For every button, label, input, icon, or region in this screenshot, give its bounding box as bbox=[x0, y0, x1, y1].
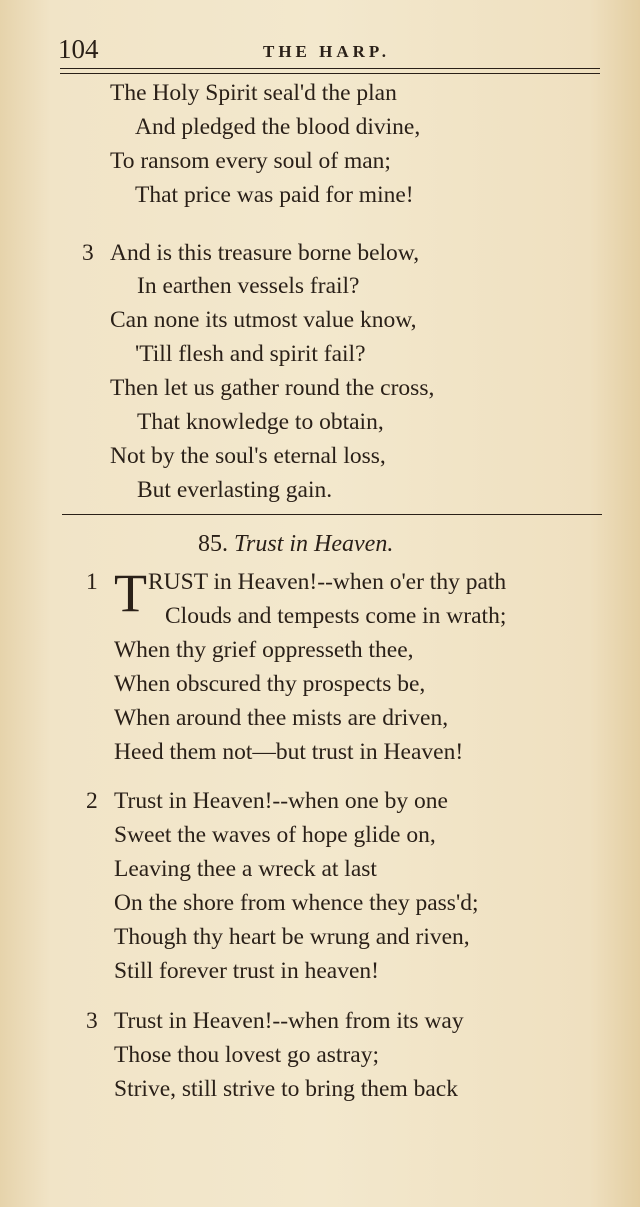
running-head: THE HARP. bbox=[263, 42, 391, 61]
verse-line: Not by the soul's eternal loss, bbox=[110, 443, 386, 469]
verse-line: And is this treasure borne below, bbox=[110, 240, 420, 266]
verse-line: Trust in Heaven!--when one by one bbox=[114, 788, 448, 814]
verse-line: That price was paid for mine! bbox=[135, 182, 414, 208]
verse-line: Strive, still strive to bring them back bbox=[114, 1076, 458, 1102]
verse-line: On the shore from whence they pass'd; bbox=[114, 890, 479, 916]
verse-line: RUST in Heaven!--when o'er thy path bbox=[148, 569, 507, 595]
verse-line: But everlasting gain. bbox=[137, 477, 333, 503]
verse-line: Sweet the waves of hope glide on, bbox=[114, 822, 436, 848]
verse-line: Leaving thee a wreck at last bbox=[114, 856, 377, 882]
verse-line: The Holy Spirit seal'd the plan bbox=[110, 80, 397, 106]
verse-line: When thy grief oppresseth thee, bbox=[114, 637, 414, 663]
verse-line: Then let us gather round the cross, bbox=[110, 375, 435, 401]
hymn-title bbox=[198, 531, 393, 558]
verse-line: To ransom every soul of man; bbox=[110, 148, 391, 174]
verse-line: Heed them not—but trust in Heaven! bbox=[114, 739, 464, 765]
verse-line: And pledged the blood divine, bbox=[135, 114, 421, 140]
page-header bbox=[58, 34, 600, 66]
verse-line: That knowledge to obtain, bbox=[137, 409, 384, 435]
verse-number: 3 bbox=[86, 1008, 98, 1034]
drop-cap: T bbox=[114, 563, 147, 623]
verse-line: Though thy heart be wrung and riven, bbox=[114, 924, 470, 950]
verse-line: Trust in Heaven!--when from its way bbox=[114, 1008, 464, 1034]
verse-line: Can none its utmost value know, bbox=[110, 307, 417, 333]
verse-line: When obscured thy prospects be, bbox=[114, 671, 426, 697]
section-rule bbox=[62, 514, 602, 515]
verse-line: When around thee mists are driven, bbox=[114, 705, 449, 731]
verse-line: Those thou lovest go astray; bbox=[114, 1042, 379, 1068]
header-rule bbox=[60, 68, 600, 74]
hymn-number: 85. bbox=[198, 531, 228, 557]
verse-line: Clouds and tempests come in wrath; bbox=[165, 603, 507, 629]
verse-number: 3 bbox=[82, 240, 94, 266]
verse-number: 2 bbox=[86, 788, 98, 814]
verse-line: Still forever trust in heaven! bbox=[114, 958, 379, 984]
verse-line: In earthen vessels frail? bbox=[137, 273, 360, 299]
page-number: 104 bbox=[58, 34, 99, 64]
hymn-title-text: Trust in Heaven. bbox=[234, 531, 394, 557]
verse-line: 'Till flesh and spirit fail? bbox=[135, 341, 366, 367]
verse-number: 1 bbox=[86, 569, 98, 595]
